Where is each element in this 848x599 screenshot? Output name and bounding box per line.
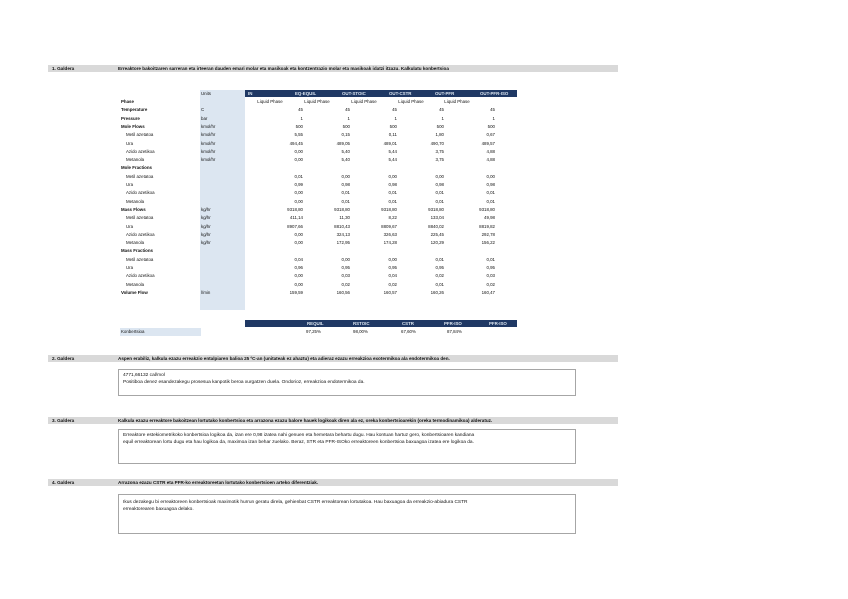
question-number: 3. Galdera	[52, 418, 75, 423]
table-cell: 120,29	[430, 240, 444, 246]
table-cell: 0,15	[341, 132, 350, 138]
table-cell: 0,01	[435, 198, 444, 204]
table-cell: 0,98	[435, 182, 444, 187]
conversion-header	[245, 320, 517, 327]
table-cell: 0,00	[294, 281, 303, 287]
table-cell: 0,00	[341, 256, 350, 262]
table-cell: 0,00	[388, 256, 397, 262]
table-cell: 8,22	[388, 215, 397, 221]
row-label: Metanola	[126, 281, 145, 287]
table-cell: 9318,80	[381, 206, 397, 212]
table-cell: 45	[298, 107, 303, 113]
table-cell: 500	[487, 123, 495, 129]
row-label: Pressure	[121, 115, 140, 121]
table-cell: 3,75	[435, 157, 444, 163]
row-label: Ura	[126, 140, 134, 146]
table-row	[120, 247, 500, 255]
table-row	[120, 281, 500, 289]
table-cell: 0,01	[486, 256, 495, 262]
table-cell: 0,03	[486, 273, 495, 279]
conv-col-requil: REQUIL	[307, 321, 324, 326]
row-label: Ura	[126, 265, 134, 270]
table-cell: 0,98	[486, 182, 495, 187]
table-cell: 45	[439, 107, 444, 113]
table-cell: 49,98	[484, 215, 495, 221]
table-cell: 411,14	[289, 215, 303, 221]
table-cell: Liquid Phase	[398, 99, 424, 104]
question-text: Erreaktore bakoitzaren sarreran eta irteeran dauden emari molar eta masikoak eta kontzentrazio molar eta masikoak idatzi itzazu. Kalkulatu konbertsioa	[118, 66, 449, 71]
table-cell: 8810,43	[334, 223, 350, 229]
table-row	[120, 181, 500, 189]
answer-4-box[interactable]	[118, 494, 576, 534]
table-row	[120, 156, 500, 164]
question-number: 1. Galdera	[52, 66, 75, 71]
row-label: Metil azetatoa	[126, 215, 154, 221]
table-cell: 326,63	[383, 231, 397, 237]
table-row	[120, 264, 500, 272]
table-cell: Liquid Phase	[444, 99, 470, 104]
col-header-out-pfr-iso: OUT-PFR-ISO	[480, 91, 509, 96]
table-cell: 500	[342, 123, 350, 129]
table-row	[120, 272, 500, 280]
table-cell: 45	[345, 107, 350, 113]
table-row	[120, 289, 500, 297]
conv-col-pfr-iso-2: PFR-ISO	[489, 321, 507, 326]
table-cell: 8809,67	[381, 223, 397, 229]
question-text: Aspen erabiliz, kalkula ezazu erreakzio entalpiaren balioa 25 ºC-an (unitateak ez ahaztu) eta adieraz ezazu erreakzioa exotermikoa ala endotermikoa den.	[118, 356, 450, 361]
table-cell: 4,88	[486, 148, 495, 154]
table-cell: 0,95	[486, 265, 495, 270]
col-header-in: IN	[248, 91, 253, 96]
table-cell: 0,99	[294, 182, 303, 187]
table-row	[120, 239, 500, 247]
conversion-label: Konbertsioa	[121, 329, 145, 334]
table-cell: 0,00	[294, 240, 303, 246]
answer-line: Positiboa denez esandezakegu prosesua kanpotik beroa xurgatzen duela. Ondorioz, erreakzioa endotermikoa da.	[123, 380, 365, 385]
table-cell: 0,96	[294, 265, 303, 270]
col-header-eq-equil: EQ-EQUIL	[295, 91, 317, 96]
table-cell: 0,02	[435, 273, 444, 279]
table-cell: 490,70	[430, 140, 444, 146]
answer-line: Ikus dezakegu bi erreaktoreen konbertsioak maximotik hurrun geratu direla, gehienbat CSTR erreaktorean lortutakoa. Hau baxuagoa da erreakzio-abiadura CSTR	[123, 500, 468, 505]
table-cell: 0,01	[388, 190, 397, 196]
table-cell: 8907,66	[287, 223, 303, 229]
table-cell: 5,44	[388, 148, 397, 154]
table-cell: 11,30	[339, 215, 350, 221]
row-unit: kmol/hr	[201, 140, 216, 146]
table-cell: 324,13	[336, 231, 350, 237]
row-label: Metanola	[126, 198, 145, 204]
conv-value-requil: 97,25%	[306, 329, 321, 334]
table-cell: 1	[347, 115, 350, 121]
table-cell: 494,45	[289, 140, 303, 146]
table-cell: 0,98	[341, 182, 350, 187]
table-cell: 1,80	[435, 132, 444, 138]
table-cell: 1	[441, 115, 444, 121]
table-cell: 225,45	[430, 231, 444, 237]
table-row	[120, 189, 500, 197]
col-header-out-stoic: OUT-STOIC	[342, 91, 366, 96]
table-cell: 1	[300, 115, 303, 121]
table-cell: 160,56	[336, 289, 350, 295]
table-row	[120, 148, 500, 156]
table-cell: 0,01	[294, 173, 303, 179]
col-header-out-pfr: OUT-PFR	[435, 91, 455, 96]
table-row	[120, 131, 500, 139]
row-label: Metanola	[126, 157, 145, 163]
answer-line: Erreaktore estekiometrikoko konbertsioa logikoa da, izan ere 0,98 izatea nahi genuen eta hemetara behartu dugu. Hau kontuan hartuz gero, konbertsioaren kandiana	[123, 433, 475, 438]
table-cell: 160,57	[383, 289, 397, 295]
row-unit: kg/hr	[201, 206, 211, 212]
table-cell: 500	[295, 123, 303, 129]
table-cell: 0,00	[435, 173, 444, 179]
row-unit: kmol/hr	[201, 157, 216, 163]
answer-line: equil erreaktorean lortu dugu eta hau logikoa da, maximoa izan behar zuelako. Beraz, STR eta PFR-ISOko erreaktoreen konbertsioa baxuagoa izatea ere logikoa da.	[123, 440, 474, 445]
table-cell: 0,11	[388, 132, 397, 138]
table-cell: 500	[389, 123, 397, 129]
table-row	[120, 173, 500, 181]
table-row	[120, 140, 500, 148]
table-cell: 489,05	[336, 140, 350, 146]
table-row	[120, 106, 500, 114]
table-row	[120, 256, 500, 264]
question-text: Kalkula ezazu erreaktore bakoitzean lortutako konbertsioa eta arrazona ezazu balore hauek logikoak diren ala ez, oreka konbertsioarekin (oreka termodinamikoa) alderatuz.	[118, 418, 493, 423]
table-cell: 0,00	[294, 157, 303, 163]
table-cell: 5,55	[294, 132, 303, 138]
table-cell: 0,04	[294, 256, 303, 262]
table-cell: 0,00	[486, 173, 495, 179]
table-cell: 159,59	[289, 289, 303, 295]
conv-col-cstr: CSTR	[402, 321, 414, 326]
question-3-bar	[48, 417, 618, 424]
row-label: Mass Fractions	[121, 248, 153, 254]
row-unit: bar	[201, 115, 208, 121]
table-cell: 0,01	[486, 198, 495, 204]
question-number: 4. Galdera	[52, 480, 75, 485]
table-cell: 9318,80	[287, 206, 303, 212]
table-cell: 0,01	[435, 281, 444, 287]
table-cell: 0,01	[435, 190, 444, 196]
row-label: Azido azetikoa	[126, 190, 155, 196]
table-cell: Liquid Phase	[351, 99, 377, 104]
row-label: Azido azetikoa	[126, 231, 155, 237]
row-unit: kg/hr	[201, 240, 211, 246]
table-cell: 0,00	[388, 173, 397, 179]
row-label: Mole Flows	[121, 123, 145, 129]
question-4-bar	[48, 479, 618, 486]
row-unit: kg/hr	[201, 231, 211, 237]
table-cell: 156,22	[481, 240, 495, 246]
table-cell: 8840,02	[428, 223, 444, 229]
row-label: Metil azetatoa	[126, 173, 154, 179]
table-header	[245, 90, 517, 97]
table-cell: 0,00	[294, 231, 303, 237]
row-unit: kmol/hr	[201, 132, 216, 138]
row-label: Temperature	[121, 107, 148, 113]
answer-line: erreaktorearen baxuagoa delako.	[123, 507, 194, 512]
answer-3-box[interactable]	[118, 429, 576, 464]
table-cell: 8819,82	[479, 223, 495, 229]
conv-value-pfr-iso: 87,84%	[447, 329, 462, 334]
table-cell: 489,57	[481, 140, 495, 146]
row-label: Ura	[126, 182, 134, 187]
row-unit: kg/hr	[201, 215, 211, 221]
answer-2-box[interactable]	[118, 369, 576, 396]
table-cell: 489,01	[383, 140, 397, 146]
table-cell: 0,00	[294, 190, 303, 196]
question-text: Arrazona ezazu CSTR eta PFR-ko erreaktoreetan lortutako konbertsioen arteko diferentziak.	[118, 480, 319, 485]
row-label: Mass Flows	[121, 206, 146, 212]
table-cell: 9318,80	[334, 206, 350, 212]
question-2-bar	[48, 355, 618, 362]
table-cell: 0,01	[388, 198, 397, 204]
table-cell: 9318,80	[479, 206, 495, 212]
table-cell: Liquid Phase	[304, 99, 330, 104]
row-label: Azido azetikoa	[126, 273, 155, 279]
table-cell: 1	[394, 115, 397, 121]
question-1-bar	[48, 65, 618, 72]
question-number: 2. Galdera	[52, 356, 75, 361]
conversion-row	[120, 328, 517, 336]
table-cell: 0,02	[341, 281, 350, 287]
table-row	[120, 223, 500, 231]
row-label: Mole Fractions	[121, 165, 152, 171]
conv-col-pfr-iso: PFR-ISO	[444, 321, 462, 326]
table-cell: 4,88	[486, 157, 495, 163]
table-cell: 5,44	[388, 157, 397, 163]
table-cell: 172,95	[336, 240, 350, 246]
table-row	[120, 98, 500, 106]
row-label: Ura	[126, 223, 134, 229]
table-cell: 0,02	[486, 281, 495, 287]
table-cell: 5,40	[341, 148, 350, 154]
table-cell: 0,67	[486, 132, 495, 138]
table-cell: 0,95	[435, 265, 444, 270]
table-cell: 0,00	[294, 273, 303, 279]
row-label: Azido azetikoa	[126, 148, 155, 154]
table-cell: 133,04	[430, 215, 444, 221]
table-cell: 292,78	[481, 231, 495, 237]
row-unit: kg/hr	[201, 223, 211, 229]
row-unit: kmol/hr	[201, 148, 216, 154]
row-unit: l/min	[201, 289, 211, 295]
table-cell: 45	[392, 107, 397, 113]
table-cell: 0,00	[341, 173, 350, 179]
conv-value-rstoic: 98,00%	[353, 329, 368, 334]
table-cell: 0,00	[294, 148, 303, 154]
table-cell: 0,01	[435, 256, 444, 262]
row-label: Phase	[121, 99, 134, 104]
table-cell: 45	[490, 107, 495, 113]
table-cell: 160,26	[430, 289, 444, 295]
answer-line: 4771,66132 cal/mol	[123, 373, 165, 378]
conv-col-rstoic: RSTOIC	[353, 321, 370, 326]
table-cell: 500	[436, 123, 444, 129]
table-row	[120, 164, 500, 172]
row-unit: kmol/hr	[201, 123, 216, 129]
table-cell: 0,02	[388, 281, 397, 287]
table-cell: 0,04	[388, 273, 397, 279]
table-row	[120, 115, 500, 123]
table-row	[120, 214, 500, 222]
row-label: Metanola	[126, 240, 145, 246]
row-label: Metil azetatoa	[126, 256, 154, 262]
table-cell: 0,01	[341, 198, 350, 204]
table-cell: 174,28	[383, 240, 397, 246]
row-unit: C	[201, 107, 205, 113]
table-cell: 0,98	[388, 182, 397, 187]
table-cell: 0,01	[341, 190, 350, 196]
col-header-out-cstr: OUT-CSTR	[389, 91, 412, 96]
table-cell: 3,75	[435, 148, 444, 154]
table-cell: 1	[492, 115, 495, 121]
table-cell: Liquid Phase	[257, 99, 283, 104]
table-cell: 160,47	[481, 289, 495, 295]
table-row	[120, 206, 500, 214]
table-cell: 0,01	[486, 190, 495, 196]
units-header: Units	[201, 91, 212, 96]
row-label: Metil azetatoa	[126, 132, 154, 138]
table-cell: 0,95	[341, 265, 350, 270]
table-cell: 9318,80	[428, 206, 444, 212]
conv-value-cstr: 67,60%	[401, 329, 416, 334]
table-cell: 5,40	[341, 157, 350, 163]
table-row	[120, 198, 500, 206]
row-label: Volume Flow	[121, 289, 148, 295]
table-cell: 0,95	[388, 265, 397, 270]
table-row	[120, 123, 500, 131]
table-cell: 0,03	[341, 273, 350, 279]
table-cell: 0,00	[294, 198, 303, 204]
table-row	[120, 231, 500, 239]
